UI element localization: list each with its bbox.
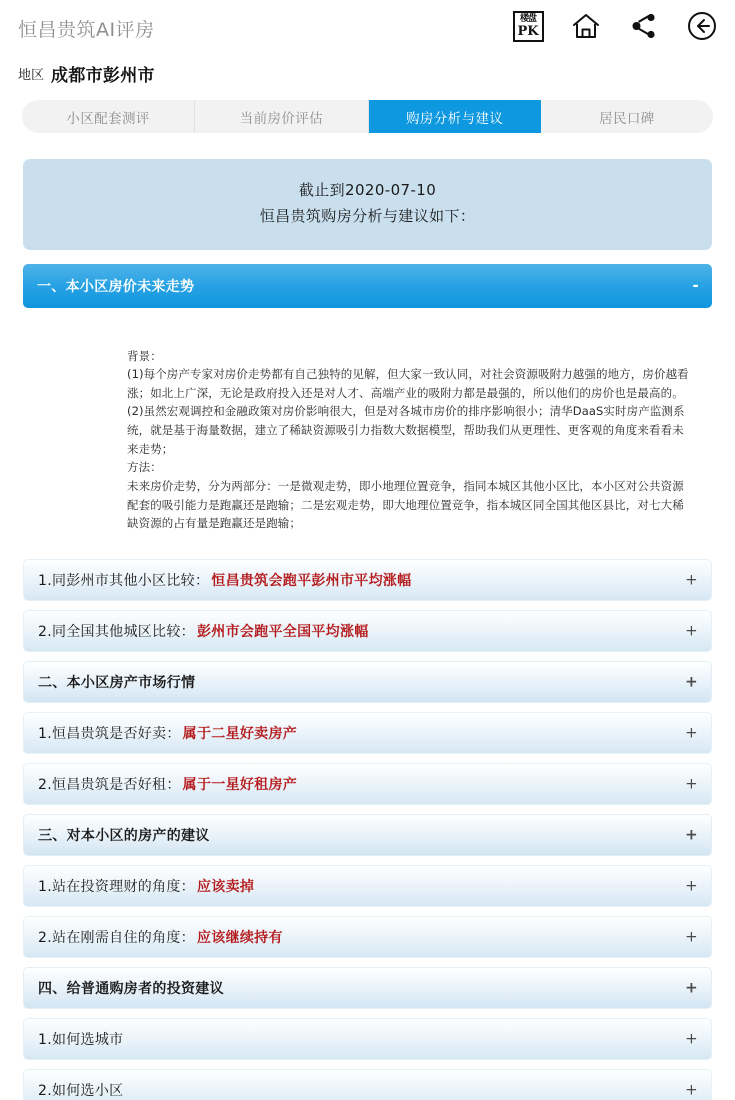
tab-bar [22,100,713,133]
accordion-label: 2.如何选小区 [38,1082,124,1099]
accordion-item-3-2[interactable] [23,916,712,958]
expand-icon[interactable]: + [685,1029,698,1048]
accordion-label: 1.恒昌贵筑是否好卖： [38,725,181,742]
expand-icon[interactable]: + [685,570,698,589]
region-value: 成都市彭州市 [51,65,155,86]
expand-icon[interactable]: + [685,774,698,793]
body-paragraph: 背景： [127,348,162,363]
accordion-label: 三、对本小区的房产的建议 [38,827,210,844]
header-icon-group [511,9,719,43]
accordion-label: 一、本小区房价未来走势 [37,278,195,295]
notice-banner [23,159,712,250]
region-label: 地区 [18,67,45,83]
accordion-label: 2.恒昌贵筑是否好租： [38,776,181,793]
home-icon[interactable] [569,9,603,43]
pk-logo-icon[interactable] [511,9,545,43]
expand-icon[interactable]: + [685,927,698,946]
accordion-section-header-1[interactable] [23,264,712,308]
notice-line-subtitle: 恒昌贵筑购房分析与建议如下： [259,207,476,226]
expand-icon[interactable]: + [685,876,698,895]
accordion-value: 应该卖掉 [196,878,255,895]
expand-icon[interactable]: + [685,621,698,640]
tab-label: 当前房价评估 [239,110,324,127]
collapse-icon[interactable]: - [692,276,699,294]
accordion-item-1-1[interactable] [23,559,712,601]
expand-icon[interactable]: + [685,723,698,742]
body-paragraph: 方法： [127,460,162,475]
accordion-value: 应该继续持有 [196,929,283,946]
expand-icon[interactable]: + [685,672,698,691]
share-icon[interactable] [627,9,661,43]
expand-icon[interactable]: + [685,825,698,844]
region-row [0,56,735,90]
accordion-item-4-1[interactable] [23,1018,712,1060]
accordion-label: 2.站在刚需自住的角度： [38,929,195,946]
tab-current-price-assessment[interactable] [195,100,368,133]
accordion-item-2-2[interactable] [23,763,712,805]
accordion-panel-body-1 [23,317,712,559]
expand-icon[interactable]: + [685,1080,698,1099]
tab-purchase-analysis[interactable] [369,100,541,133]
accordion-value: 属于一星好租房产 [182,776,298,793]
body-paragraph: (2)虽然宏观调控和金融政策对房价影响很大，但是对各城市房价的排序影响很小；清华DaaS实时房产监测系统，就是基于海量数据，建立了稀缺资源吸引力指数大数据模型，帮助我们从更理性、更客观的角度来看看未来走势； [127,404,685,456]
tab-community-evaluation[interactable] [22,100,195,133]
pk-logo-top-text: 楼盘 [519,13,536,24]
accordion-label: 1.站在投资理财的角度： [38,878,195,895]
accordion-value: 属于二星好卖房产 [182,725,298,742]
accordion-item-1-2[interactable] [23,610,712,652]
accordion-label: 1.如何选城市 [38,1031,124,1048]
analysis-accordion [23,264,712,1100]
accordion-item-2-1[interactable] [23,712,712,754]
back-icon[interactable] [685,9,719,43]
pk-logo-bottom-text: PK [517,23,539,39]
accordion-section-header-3[interactable] [23,814,712,856]
accordion-value: 彭州市会跑平全国平均涨幅 [196,623,369,640]
accordion-section-header-4[interactable] [23,967,712,1009]
tab-label: 居民口碑 [599,110,655,127]
accordion-label: 1.同彭州市其他小区比较： [38,572,210,589]
app-header [0,0,735,56]
body-paragraph: (1)每个房产专家对房价走势都有自己独特的见解，但大家一致认同，对社会资源吸附力越强的地方，房价越看涨；如北上广深，无论是政府投入还是对人才、高端产业的吸附力都是最强的，所以他们的房价也是最高的。 [127,367,689,400]
accordion-value: 恒昌贵筑会跑平彭州市平均涨幅 [211,572,412,589]
tab-resident-reputation[interactable] [541,100,713,133]
body-paragraph: 未来房价走势，分为两部分：一是微观走势，即小地理位置竞争，指同本城区其他小区比，本小区对公共资源配套的吸引能力是跑赢还是跑输；二是宏观走势，即大地理位置竞争，指本城区同全国其他区县比，对七大稀缺资源的占有量是跑赢还是跑输； [127,478,684,531]
accordion-label: 四、给普通购房者的投资建议 [38,980,224,997]
notice-line-date: 截止到2020-07-10 [298,181,437,199]
accordion-label: 2.同全国其他城区比较： [38,623,195,640]
tab-label: 小区配套测评 [66,110,150,127]
accordion-section-header-2[interactable] [23,661,712,703]
accordion-label: 二、本小区房产市场行情 [38,674,196,691]
main-content [0,133,735,1100]
accordion-item-3-1[interactable] [23,865,712,907]
expand-icon[interactable]: + [685,978,698,997]
accordion-item-4-2[interactable] [23,1069,712,1100]
tab-label: 购房分析与建议 [405,110,504,127]
page-title: 恒昌贵筑AI评房 [18,18,155,41]
